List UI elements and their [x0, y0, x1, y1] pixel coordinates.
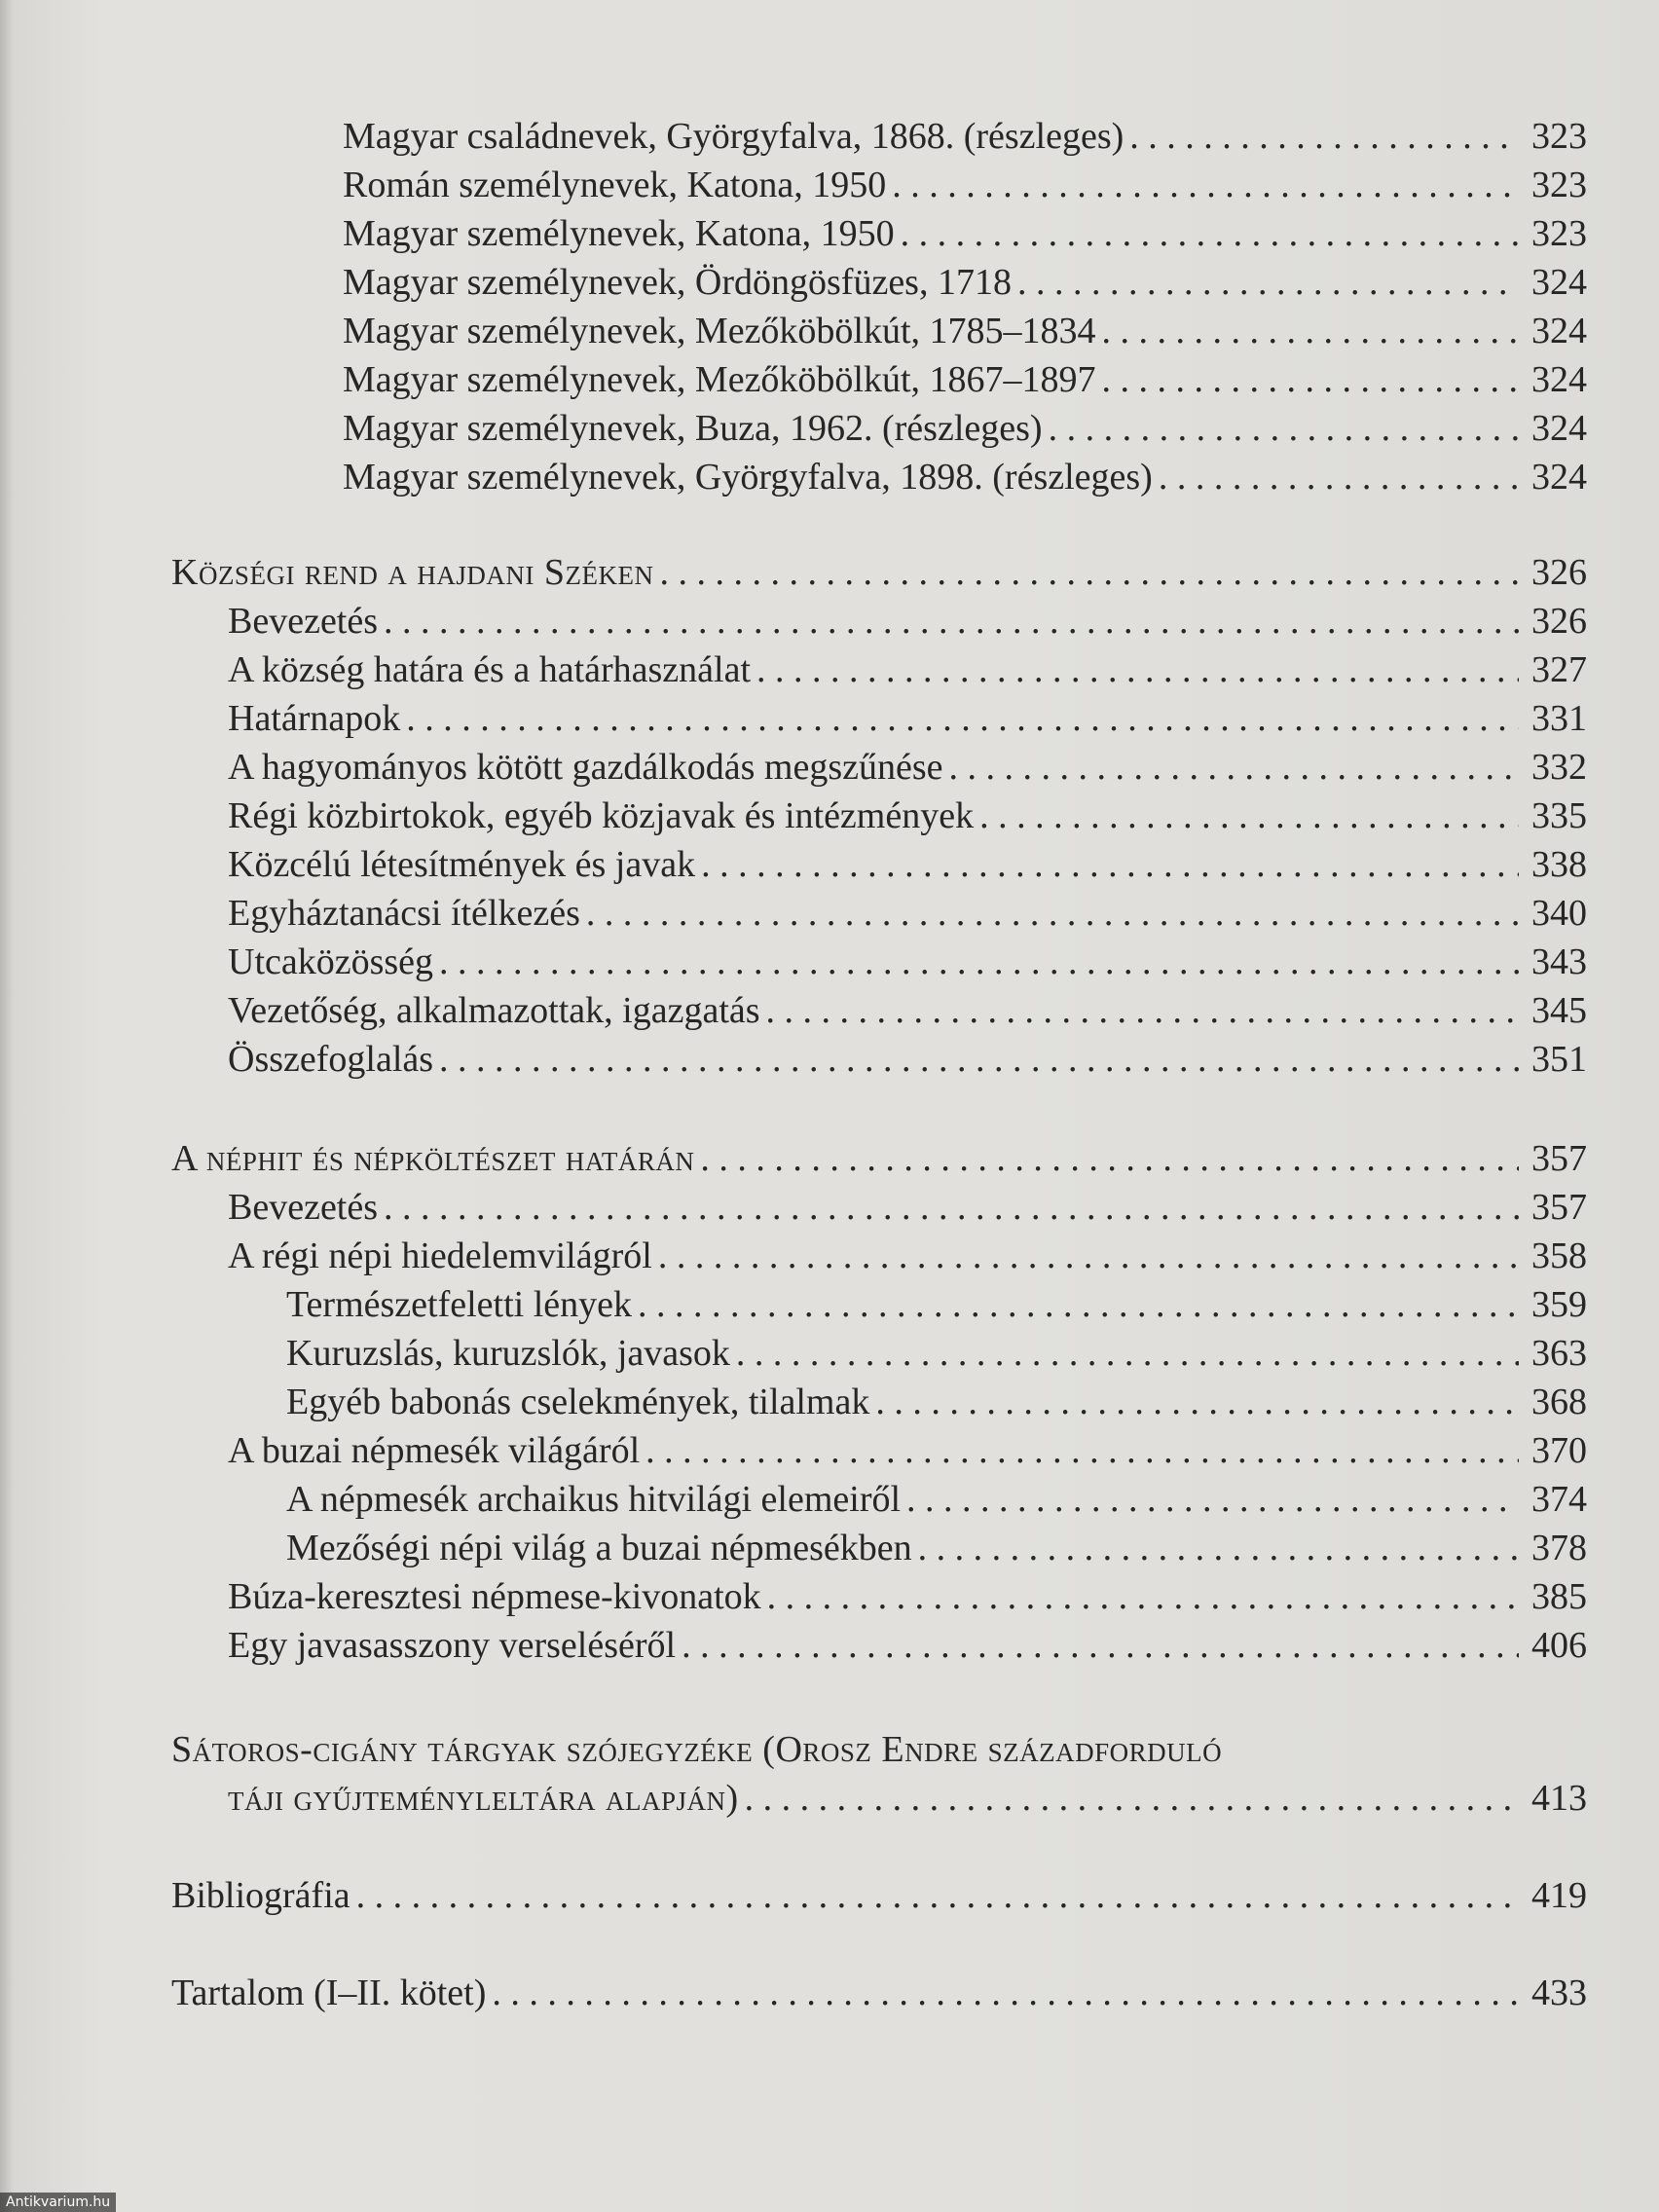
- toc-entry: [343, 112, 1587, 161]
- toc-entry-page: 359: [1531, 1284, 1587, 1325]
- toc-section-page: 413: [1531, 1778, 1587, 1819]
- toc-entry-page: 323: [1531, 213, 1587, 254]
- toc-entry: [228, 743, 1587, 792]
- toc-section-title-line1: Sátoros-cigány tárgyak szójegyzéke (Orosz Endre századforduló: [171, 1729, 1223, 1770]
- toc-entry-page: 345: [1531, 990, 1587, 1031]
- toc-entry: [228, 1035, 1587, 1084]
- toc-section-title: A néphit és népköltészet határán: [171, 1138, 695, 1179]
- toc-entry-title: Egy javasasszony verseléséről: [228, 1625, 677, 1666]
- toc-entry: [343, 355, 1587, 404]
- toc-entry-title: Magyar személynevek, Mezőköbölkút, 1785–1834: [343, 311, 1096, 351]
- toc-entry-page: 335: [1531, 795, 1587, 836]
- dot-leader: [766, 986, 1519, 1035]
- toc-entry-title: A hagyományos kötött gazdálkodás megszűnése: [228, 747, 943, 788]
- dot-leader: [700, 1134, 1519, 1183]
- dot-leader: [1102, 307, 1519, 355]
- dot-leader: [384, 1183, 1519, 1232]
- toc-entry-page: 351: [1531, 1039, 1587, 1080]
- toc-entry: [228, 938, 1587, 986]
- toc-entry: [343, 209, 1587, 258]
- dot-leader: [745, 1774, 1519, 1823]
- toc-entry: [286, 1378, 1587, 1426]
- toc-entry-title: A népmesék archaikus hitvilági elemeiről: [286, 1479, 902, 1520]
- toc-entry-page: 343: [1531, 941, 1587, 982]
- toc-entry-title: Összefoglalás: [228, 1039, 434, 1080]
- toc-entry: [228, 1232, 1587, 1280]
- toc-entry-title: Magyar személynevek, Ördöngösfüzes, 1718: [343, 262, 1012, 303]
- toc-entry-page: 326: [1531, 601, 1587, 642]
- toc-entry: [286, 1524, 1587, 1572]
- toc-entry-page: 357: [1531, 1187, 1587, 1228]
- dot-leader: [1159, 453, 1519, 501]
- toc-entry: [228, 1572, 1587, 1621]
- dot-leader: [645, 1426, 1519, 1475]
- toc-entry-page: 327: [1531, 649, 1587, 690]
- toc-entry-title: Utcaközösség: [228, 941, 434, 982]
- dot-leader: [356, 1871, 1519, 1920]
- dot-leader: [701, 840, 1519, 889]
- dot-leader: [918, 1524, 1519, 1572]
- toc-entry: [343, 161, 1587, 209]
- toc-section-page: 433: [1531, 1972, 1587, 2013]
- toc-entry-title: Búza-keresztesi népmese-kivonatok: [228, 1576, 761, 1617]
- dot-leader: [736, 1329, 1519, 1378]
- toc-section: [171, 548, 1587, 597]
- toc-entry: [343, 258, 1587, 307]
- toc-entry-title: A község határa és a határhasználat: [228, 649, 752, 690]
- toc-entry-page: 323: [1531, 116, 1587, 157]
- toc-entry-title: Bevezetés: [228, 1187, 379, 1228]
- toc-entry-page: 324: [1531, 262, 1587, 303]
- toc-entry-title: Egyéb babonás cselekmények, tilalmak: [286, 1382, 870, 1422]
- dot-leader: [875, 1378, 1519, 1426]
- toc-entry-title: Közcélú létesítmények és javak: [228, 844, 696, 885]
- toc-entry-page: 374: [1531, 1479, 1587, 1520]
- toc-entry: [228, 694, 1587, 743]
- watermark: Antikvarium.hu: [0, 2193, 116, 2212]
- toc-section-page: 326: [1531, 552, 1587, 593]
- dot-leader: [660, 548, 1519, 597]
- toc-entry: [228, 1183, 1587, 1232]
- dot-leader: [658, 1232, 1519, 1280]
- toc-entry-page: 378: [1531, 1528, 1587, 1568]
- dot-leader: [1102, 355, 1519, 404]
- toc-entry-page: 332: [1531, 747, 1587, 788]
- toc-entry-page: 324: [1531, 457, 1587, 498]
- toc-entry: [343, 453, 1587, 501]
- toc-entry-page: 324: [1531, 408, 1587, 449]
- toc-section: [228, 1774, 1587, 1823]
- dot-leader: [1129, 112, 1519, 161]
- toc-entry-page: 358: [1531, 1235, 1587, 1276]
- toc-entry-title: Magyar személynevek, Buza, 1962. (részleges): [343, 408, 1043, 449]
- toc-section: [171, 1871, 1587, 1920]
- toc-entry: [228, 792, 1587, 840]
- toc-entry-title: Egyháztanácsi ítélkezés: [228, 893, 580, 934]
- toc-entry-title: A buzai népmesék világáról: [228, 1430, 641, 1471]
- toc-entry: [228, 1426, 1587, 1475]
- toc-entry-title: A régi népi hiedelemvilágról: [228, 1235, 652, 1276]
- dot-leader: [439, 1035, 1519, 1084]
- toc-entry-page: 340: [1531, 893, 1587, 934]
- toc-entry: [343, 404, 1587, 453]
- dot-leader: [406, 694, 1519, 743]
- toc-entry: [286, 1329, 1587, 1378]
- toc-section-title: Tartalom (I–II. kötet): [171, 1972, 487, 2013]
- dot-leader: [892, 161, 1519, 209]
- dot-leader: [901, 209, 1519, 258]
- toc-section-title: Bibliográfia: [171, 1875, 350, 1916]
- dot-leader: [767, 1572, 1519, 1621]
- dot-leader: [1017, 258, 1519, 307]
- dot-leader: [682, 1621, 1519, 1670]
- toc-entry-title: Magyar személynevek, Katona, 1950: [343, 213, 895, 254]
- dot-leader: [586, 889, 1519, 938]
- toc-entry: [228, 840, 1587, 889]
- toc-entry: [228, 1621, 1587, 1670]
- toc-entry-title: Magyar családnevek, Györgyfalva, 1868. (részleges): [343, 116, 1124, 157]
- toc-entry-page: 368: [1531, 1382, 1587, 1422]
- toc-entry-title: Bevezetés: [228, 601, 379, 642]
- toc-entry-title: Határnapok: [228, 698, 401, 739]
- dot-leader: [492, 1969, 1519, 2017]
- dot-leader: [384, 597, 1519, 645]
- toc-entry: [228, 889, 1587, 938]
- toc-entry-page: 385: [1531, 1576, 1587, 1617]
- toc-entry-title: Vezetőség, alkalmazottak, igazgatás: [228, 990, 760, 1031]
- toc-entry-title: Mezőségi népi világ a buzai népmesékben: [286, 1528, 912, 1568]
- toc-entry-title: Régi közbirtokok, egyéb közjavak és intézmények: [228, 795, 975, 836]
- toc-entry: [343, 307, 1587, 355]
- toc-section: [171, 1969, 1587, 2017]
- toc-entry-page: 363: [1531, 1333, 1587, 1374]
- dot-leader: [756, 645, 1519, 694]
- dot-leader: [949, 743, 1519, 792]
- toc-entry-page: 323: [1531, 165, 1587, 205]
- dot-leader: [638, 1280, 1519, 1329]
- toc-section: [171, 1134, 1587, 1183]
- toc-entry-page: 324: [1531, 311, 1587, 351]
- toc-entry-title: Kuruzslás, kuruzslók, javasok: [286, 1333, 730, 1374]
- toc-entry: [286, 1280, 1587, 1329]
- dot-leader: [439, 938, 1519, 986]
- toc-entry-page: 331: [1531, 698, 1587, 739]
- binding-edge: [0, 0, 14, 2212]
- toc-entry-title: Magyar személynevek, Györgyfalva, 1898. (részleges): [343, 457, 1153, 498]
- toc-entry-page: 324: [1531, 359, 1587, 400]
- toc-entry: [228, 645, 1587, 694]
- toc-section-page: 357: [1531, 1138, 1587, 1179]
- toc-entry: [228, 986, 1587, 1035]
- toc-section-page: 419: [1531, 1875, 1587, 1916]
- toc-section-title: Községi rend a hajdani Széken: [171, 552, 654, 593]
- dot-leader: [906, 1475, 1519, 1524]
- toc-entry-page: 338: [1531, 844, 1587, 885]
- toc-entry-page: 406: [1531, 1625, 1587, 1666]
- toc-entry-page: 370: [1531, 1430, 1587, 1471]
- dot-leader: [979, 792, 1519, 840]
- toc-entry-title: Magyar személynevek, Mezőköbölkút, 1867–1897: [343, 359, 1096, 400]
- toc-entry: [228, 597, 1587, 645]
- toc-section-title-line2: táji gyűjteményleltára alapján): [228, 1778, 739, 1819]
- toc-entry-title: Román személynevek, Katona, 1950: [343, 165, 887, 205]
- dot-leader: [1049, 404, 1519, 453]
- toc-entry-title: Természetfeletti lények: [286, 1284, 632, 1325]
- toc-entry: [286, 1475, 1587, 1524]
